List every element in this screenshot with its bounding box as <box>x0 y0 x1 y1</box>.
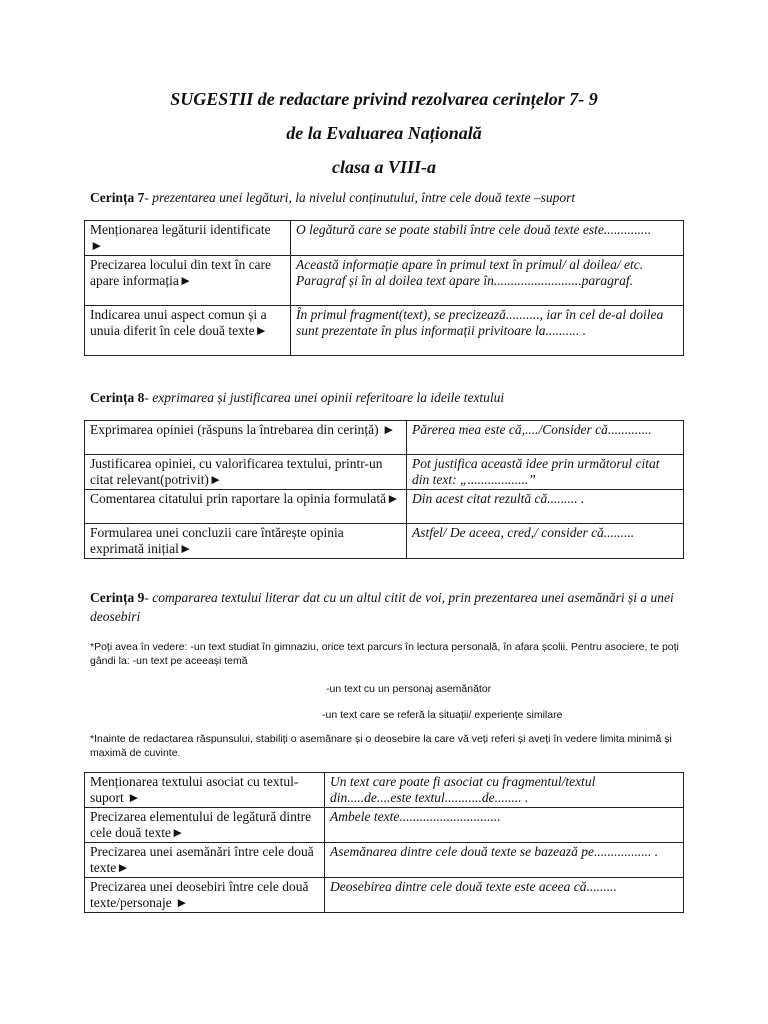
req8-row4-right: Astfel/ De aceea, cred,/ consider că......... <box>407 524 684 559</box>
req9-row3-left: Precizarea unei asemănări între cele două texte► <box>85 843 325 878</box>
req8-row1-left: Exprimarea opiniei (răspuns la întrebarea din cerință) ► <box>85 421 407 455</box>
req7-table <box>84 220 684 356</box>
req9-desc: - compararea textului literar dat cu un altul citit de voi, prin prezentarea unei asemănări și a unei deosebiri <box>90 590 674 624</box>
table-row <box>85 306 684 356</box>
req9-row2-right: Ambele texte.............................. <box>325 808 684 843</box>
req9-label: Cerința 9 <box>90 590 145 605</box>
table-row <box>85 256 684 306</box>
table-row <box>85 878 684 913</box>
table-row <box>85 221 684 256</box>
req9-row1-left: Menționarea textului asociat cu textul- suport ► <box>85 773 325 808</box>
req8-desc: - exprimarea și justificarea unei opinii referitoare la ideile textului <box>144 390 505 405</box>
req7-row3-left: Indicarea unui aspect comun și a unuia diferit în cele două texte► <box>85 306 291 356</box>
table-row <box>85 490 684 524</box>
req8-row3-left: Comentarea citatului prin raportare la opinia formulată► <box>85 490 407 524</box>
req9-heading <box>90 588 680 626</box>
req7-row1-right: O legătură care se poate stabili între cele două texte este.............. <box>291 221 684 256</box>
title-line-3: clasa a VIII-a <box>331 157 436 177</box>
table-row <box>85 843 684 878</box>
table-row <box>85 421 684 455</box>
req8-row1-right: Părerea mea este că,..../Consider că............. <box>407 421 684 455</box>
req7-heading <box>90 188 710 207</box>
req9-table <box>84 772 684 913</box>
table-row <box>85 524 684 559</box>
table-row <box>85 808 684 843</box>
req8-row3-right: Din acest citat rezultă că......... . <box>407 490 684 524</box>
req8-row2-right: Pot justifica această idee prin următorul citat din text: „..................” <box>407 455 684 490</box>
req7-row3-right: În primul fragment(text), se precizează.........., iar în cel de-al doilea sunt prezentate în plus informații privitoare la.......... . <box>291 306 684 356</box>
req9-row3-right: Asemănarea dintre cele două texte se bazează pe................. . <box>325 843 684 878</box>
req7-desc: - prezentarea unei legături, la nivelul conținutului, între cele două texte –suport <box>144 190 576 205</box>
req9-note-3: -un text care se referă la situații/ experiențe similare <box>322 709 563 721</box>
req7-label: Cerința 7 <box>90 190 145 205</box>
req9-row4-right: Deosebirea dintre cele două texte este aceea că......... <box>325 878 684 913</box>
req7-row1-left: Menționarea legăturii identificate ► <box>85 221 291 256</box>
req7-row2-right: Această informație apare în primul text în primul/ al doilea/ etc. Paragraf și în al doilea text apare în..........................paragraf. <box>291 256 684 306</box>
req8-table <box>84 420 684 559</box>
req9-row2-left: Precizarea elementului de legătură dintre cele două texte► <box>85 808 325 843</box>
title-line-1: SUGESTII de redactare privind rezolvarea cerințelor 7- 9 <box>170 89 598 109</box>
req9-note-2: -un text cu un personaj asemănător <box>326 683 492 695</box>
req8-label: Cerința 8 <box>90 390 145 405</box>
title-line-2: de la Evaluarea Națională <box>286 123 482 143</box>
req8-heading <box>90 388 710 407</box>
req9-note-1: *Poți avea în vedere: -un text studiat în gimnaziu, orice text parcurs în lectura personală, în afara școlii. Pentru asociere, te poți gândi la: -un text pe aceeași temă <box>90 641 679 667</box>
req9-row1-right: Un text care poate fi asociat cu fragmentul/textul din.....de....este textul...........de........ . <box>325 773 684 808</box>
table-row <box>85 773 684 808</box>
req9-note-4: *Inainte de redactarea răspunsului, stabiliți o asemănare și o deosebire la care vă veți referi și aveți în vedere limita minimă și maximă de cuvinte. <box>90 733 672 759</box>
req8-row4-left: Formularea unei concluzii care întărește opinia exprimată inițial► <box>85 524 407 559</box>
table-row <box>85 455 684 490</box>
req8-row2-left: Justificarea opiniei, cu valorificarea textului, printr-un citat relevant(potrivit)► <box>85 455 407 490</box>
req7-row2-left: Precizarea locului din text în care apare informația► <box>85 256 291 306</box>
req9-row4-left: Precizarea unei deosebiri între cele două texte/personaje ► <box>85 878 325 913</box>
